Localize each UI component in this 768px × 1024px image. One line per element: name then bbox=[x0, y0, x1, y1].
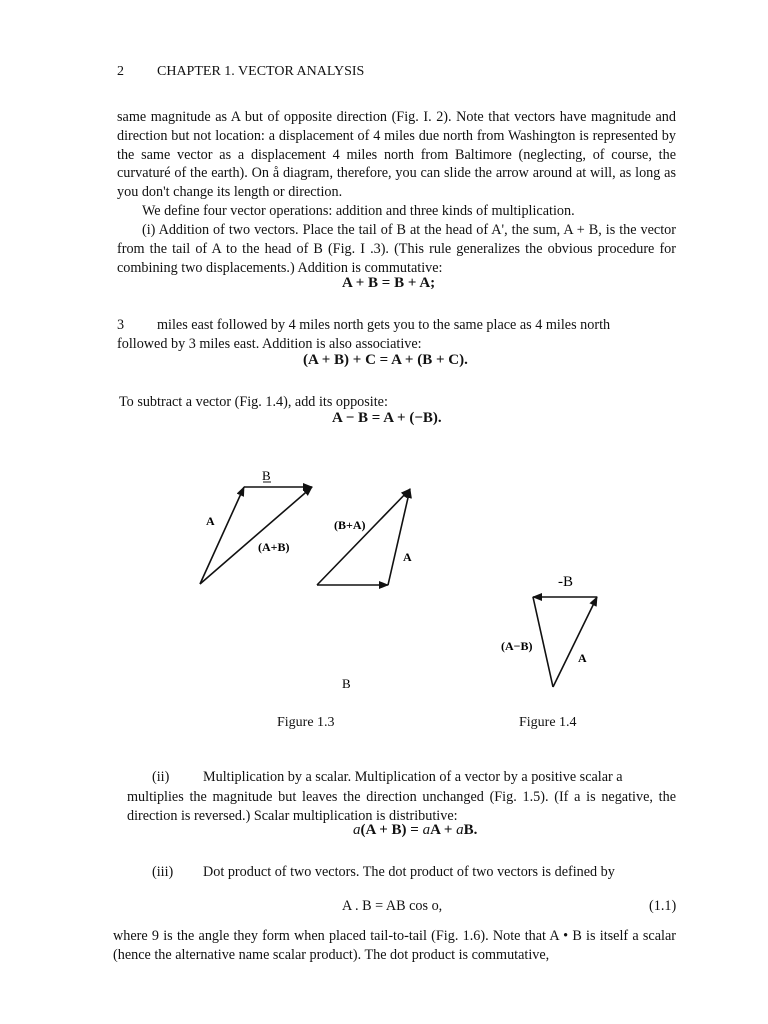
label-a-3: A bbox=[578, 651, 587, 665]
stray-label-b: B bbox=[342, 676, 351, 691]
eq4-part1: (A + B) = bbox=[360, 822, 423, 838]
paragraph-scalar-line1: Multiplication by a scalar. Multiplication of a vector by a positive scalar a bbox=[203, 769, 623, 785]
section-label-ii: (ii) bbox=[152, 769, 170, 785]
paragraph-dot-product-angle: where 9 is the angle they form when placed tail-to-tail (Fig. 1.6). Note that A • B is itself a scalar (hence the alternative name scalar product). The dot product is commutative, bbox=[113, 928, 676, 963]
equation-number: (1.1) bbox=[649, 898, 677, 914]
scalar-a: a bbox=[353, 822, 361, 838]
eq4-part3: B. bbox=[463, 822, 478, 838]
vector-a-plus-b-arrow bbox=[200, 487, 312, 584]
equation-distributive bbox=[353, 822, 477, 839]
paragraph-example-line1: miles east followed by 4 miles north gets you to the same place as 4 miles north bbox=[157, 317, 611, 333]
figure-1-3-left-triangle bbox=[200, 468, 312, 584]
figure-1-4-triangle bbox=[501, 574, 597, 687]
label-a-plus-b: (A+B) bbox=[258, 540, 290, 554]
eq4-part2: A + bbox=[430, 822, 457, 838]
label-a-2: A bbox=[403, 550, 412, 564]
section-label-iii: (iii) bbox=[152, 864, 174, 880]
chapter-title: CHAPTER 1. VECTOR ANALYSIS bbox=[157, 64, 365, 79]
paragraph-subtraction: To subtract a vector (Fig. 1.4), add its opposite: bbox=[119, 394, 388, 410]
equation-dot-product: A . B = AB cos o, bbox=[342, 898, 443, 914]
vector-a-minus-b-line bbox=[533, 597, 553, 687]
scalar-a-2: a bbox=[422, 822, 431, 838]
equation-subtraction: A − B = A + (−B). bbox=[332, 410, 442, 426]
page-number: 2 bbox=[117, 64, 124, 79]
label-a-minus-b: (A−B) bbox=[501, 639, 533, 653]
label-neg-b: -B bbox=[558, 574, 573, 590]
figure-1-3-caption: Figure 1.3 bbox=[277, 715, 335, 730]
vector-b-plus-a-arrow bbox=[317, 489, 410, 585]
figure-1-4-caption: Figure 1.4 bbox=[519, 715, 577, 730]
equation-associative: (A + B) + C = A + (B + C). bbox=[303, 352, 468, 368]
paragraph-example-number: 3 bbox=[117, 317, 125, 333]
figure-1-3-right-triangle bbox=[317, 489, 412, 585]
label-b: B bbox=[262, 468, 271, 483]
label-b-plus-a: (B+A) bbox=[334, 518, 366, 532]
paragraph-vector-operations: We define four vector operations: addition and three kinds of multiplication. bbox=[142, 203, 575, 219]
paragraph-dot-product: Dot product of two vectors. The dot product of two vectors is defined by bbox=[203, 864, 615, 880]
equation-commutative: A + B = B + A; bbox=[342, 275, 436, 291]
paragraph-example-line2: followed by 3 miles east. Addition is also associative: bbox=[117, 336, 422, 352]
paragraph-scalar-rest: multiplies the magnitude but leaves the direction unchanged (Fig. 1.5). (If a is negative, the direction is reversed.) Scalar multiplication is distributive: bbox=[127, 789, 676, 824]
label-a: A bbox=[206, 514, 215, 528]
vector-a-arrow bbox=[200, 487, 244, 584]
paragraph-vector-location: same magnitude as A but of opposite direction (Fig. I. 2). Note that vectors have magnitude and direction but not location: a displacement of 4 miles due north from Washington is represented by the same vector as a displacement 4 miles north from Baltimore (neglecting, of course, the curvaturé of the earth). On å diagram, therefore, you can slide the arrow around at will, as long as you don't change its length or direction. bbox=[117, 109, 676, 201]
scalar-a-3: a bbox=[456, 822, 464, 838]
vector-a-arrow-3 bbox=[553, 597, 597, 687]
paragraph-addition: (i) Addition of two vectors. Place the tail of B at the head of A', the sum, A + B, is the vector from the tail of A to the head of B (Fig. I .3). (This rule generalizes the obvious procedure for combining two displacements.) Addition is commutative: bbox=[117, 222, 676, 276]
vector-a-arrow-2 bbox=[388, 489, 410, 585]
